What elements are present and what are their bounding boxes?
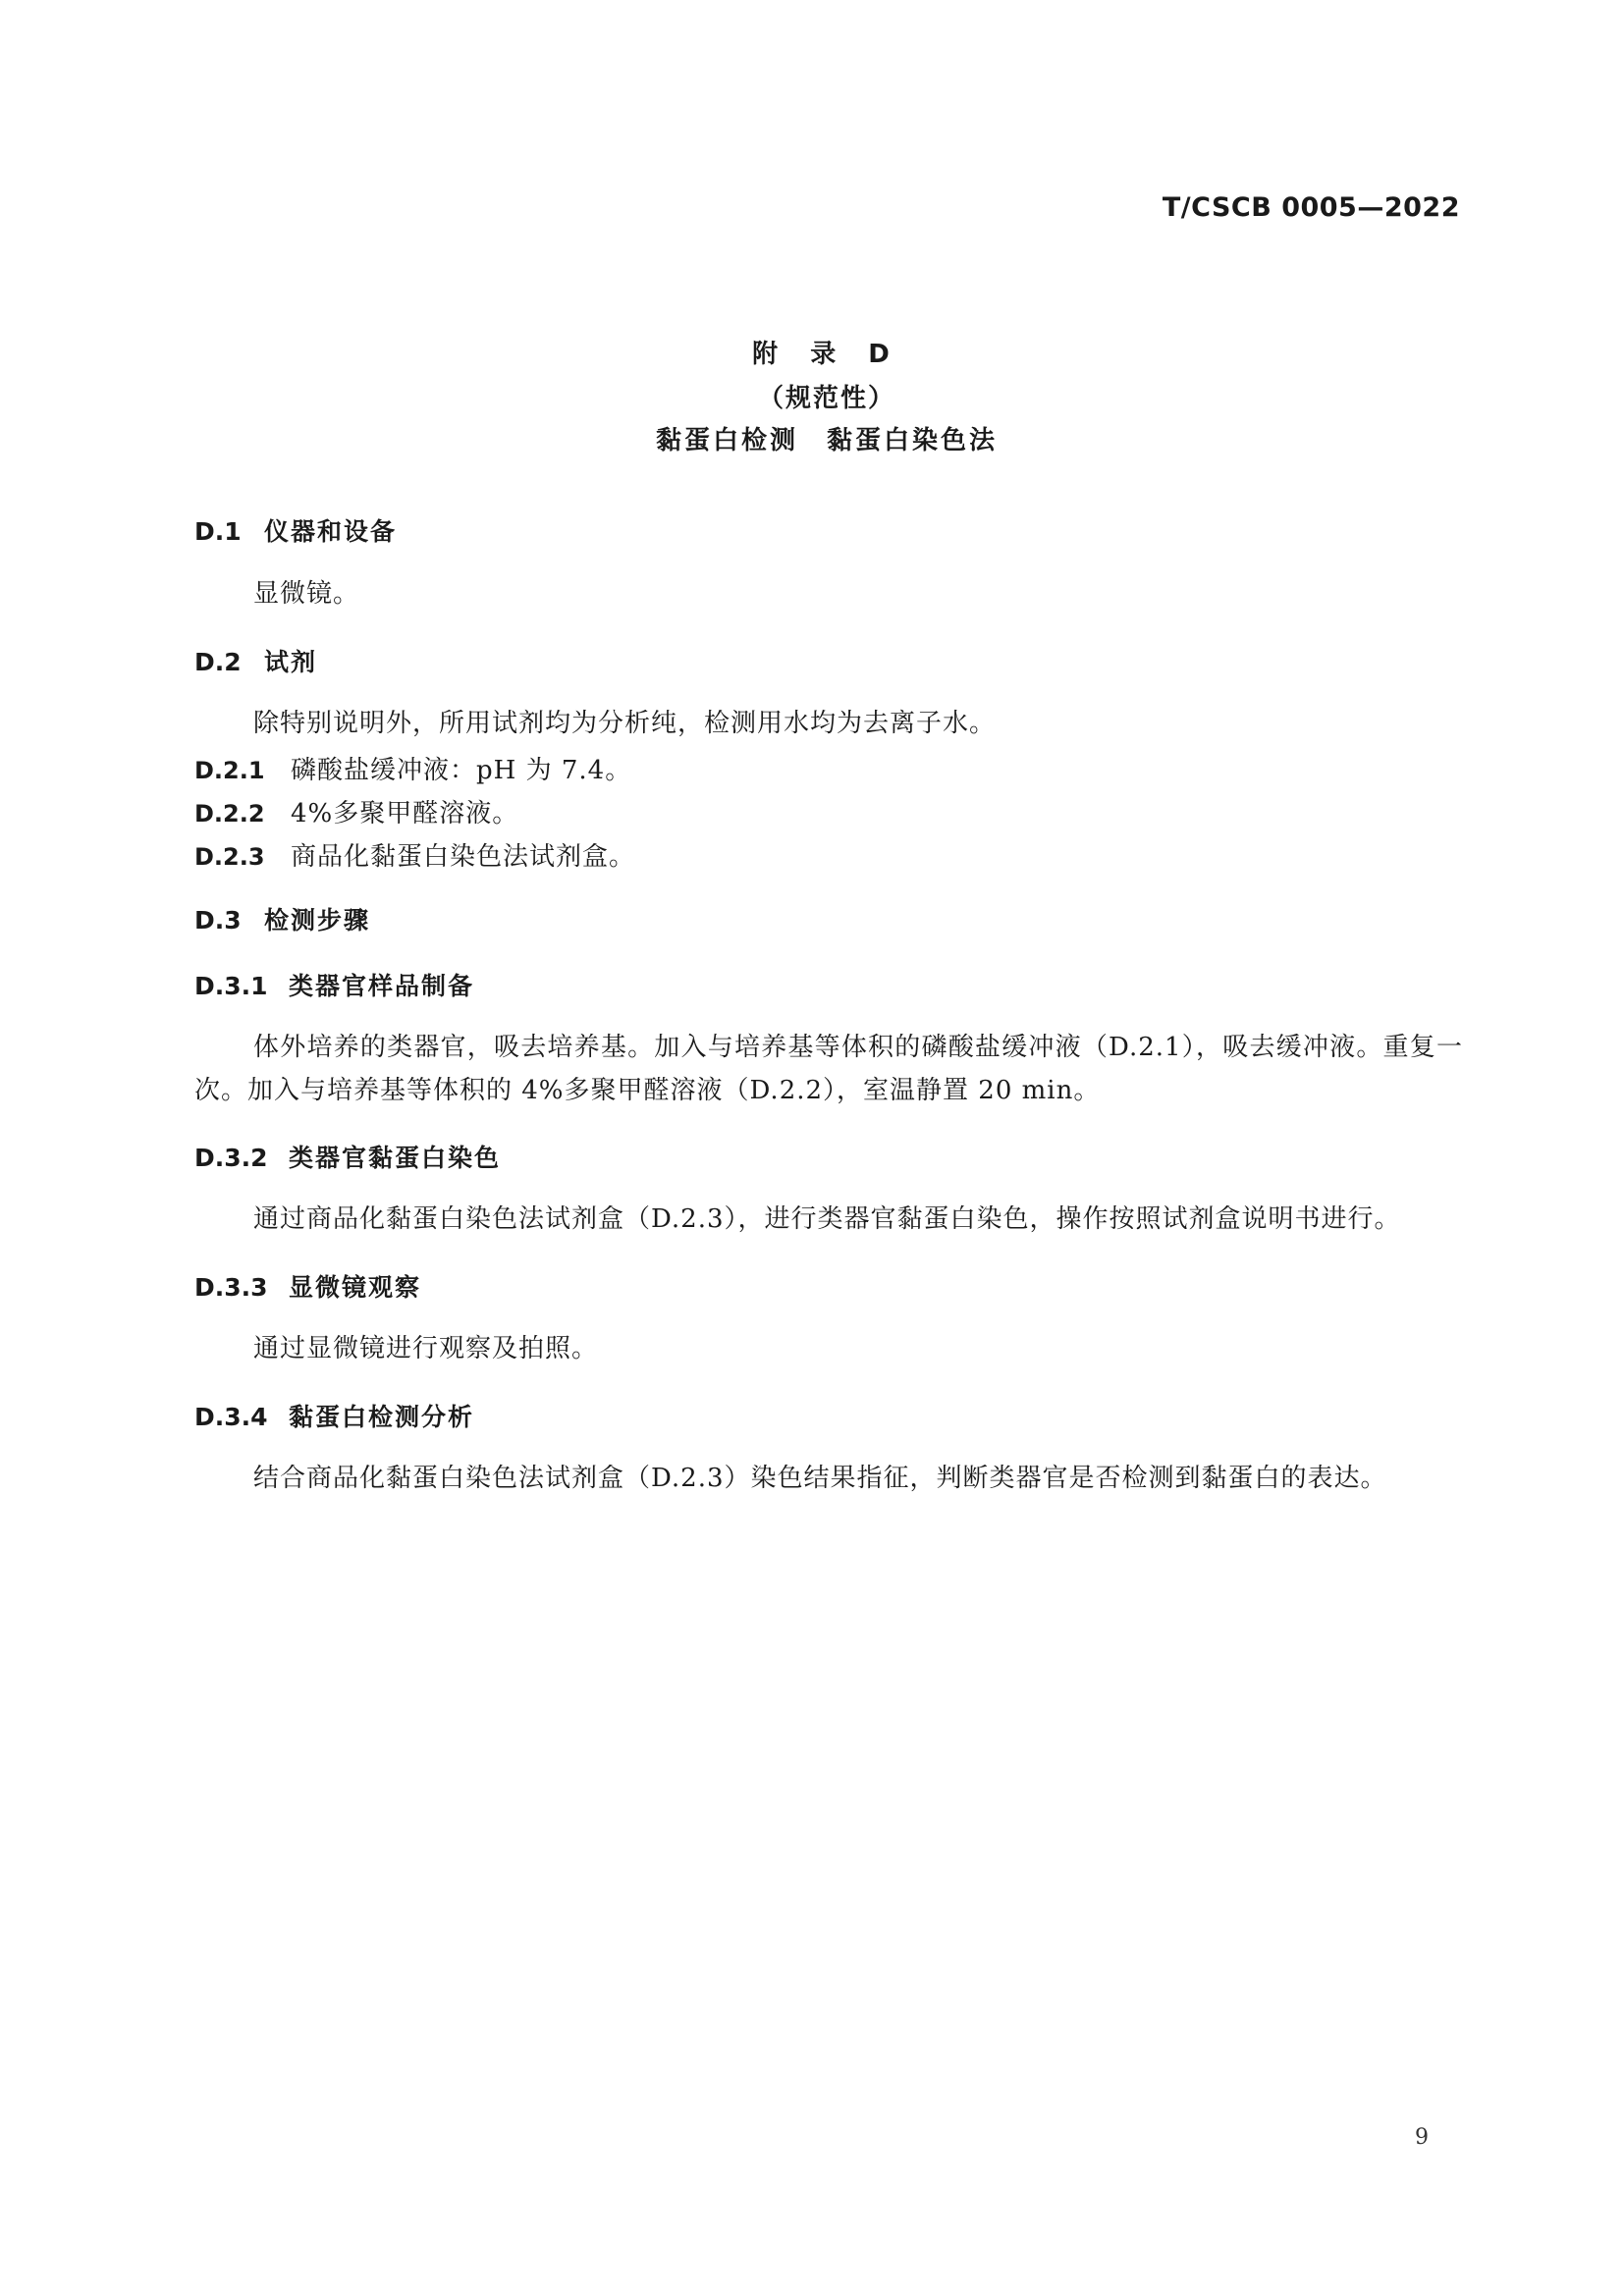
section-number: D.1 [194, 517, 242, 546]
subsection-number: D.3.2 [194, 1144, 268, 1172]
page-number: 9 [1415, 2125, 1429, 2150]
item-number: D.2.3 [194, 843, 265, 871]
paragraph-d31: 体外培养的类器官，吸去培养基。加入与培养基等体积的磷酸盐缓冲液（D.2.1），吸去缓冲液。重复一次。加入与培养基等体积的 4%多聚甲醛溶液（D.2.2），室温静置 20 min。 [194, 1033, 1463, 1105]
subsection-number: D.3.3 [194, 1273, 268, 1302]
item-text: 商品化黏蛋白染色法试剂盒。 [291, 842, 636, 872]
section-heading-d2 [194, 643, 317, 678]
subsection-number: D.3.1 [194, 972, 268, 1000]
section-title: 试剂 [264, 648, 318, 676]
subsection-title: 显微镜观察 [289, 1273, 422, 1302]
paragraph-d34: 结合商品化黏蛋白染色法试剂盒（D.2.3）染色结果指征，判断类器官是否检测到黏蛋白的表达。 [253, 1464, 1387, 1493]
section-heading-d3 [194, 901, 370, 936]
annex-name: 黏蛋白检测 黏蛋白染色法 [655, 426, 998, 455]
section-number: D.2 [194, 648, 242, 676]
subsection-heading-d32 [194, 1139, 501, 1174]
subsection-title: 黏蛋白检测分析 [289, 1403, 475, 1431]
subsection-title: 类器官黏蛋白染色 [289, 1144, 502, 1172]
document-id: T/CSCB 0005—2022 [1162, 192, 1460, 223]
item-number: D.2.1 [194, 757, 265, 784]
paragraph-d1: 显微镜。 [253, 579, 360, 609]
item-number: D.2.2 [194, 800, 265, 828]
annex-nature: （规范性） [757, 384, 895, 413]
list-item-d22 [194, 793, 518, 829]
section-number: D.3 [194, 906, 242, 934]
subsection-heading-d33 [194, 1268, 421, 1304]
annex-title: 附 录 D [752, 340, 901, 369]
item-text: 磷酸盐缓冲液：pH 为 7.4。 [291, 756, 632, 785]
subsection-title: 类器官样品制备 [289, 972, 475, 1000]
item-text: 4%多聚甲醛溶液。 [291, 799, 519, 828]
paragraph-d32: 通过商品化黏蛋白染色法试剂盒（D.2.3），进行类器官黏蛋白染色，操作按照试剂盒说明书进行。 [253, 1204, 1401, 1234]
paragraph-d2: 除特别说明外，所用试剂均为分析纯，检测用水均为去离子水。 [253, 709, 997, 738]
subsection-heading-d34 [194, 1398, 474, 1433]
list-item-d21 [194, 750, 631, 786]
paragraph-d33: 通过显微镜进行观察及拍照。 [253, 1334, 599, 1363]
subsection-number: D.3.4 [194, 1403, 268, 1431]
section-title: 仪器和设备 [264, 517, 398, 546]
section-heading-d1 [194, 512, 397, 548]
section-title: 检测步骤 [264, 906, 371, 934]
list-item-d23 [194, 836, 635, 873]
subsection-heading-d31 [194, 967, 474, 1002]
